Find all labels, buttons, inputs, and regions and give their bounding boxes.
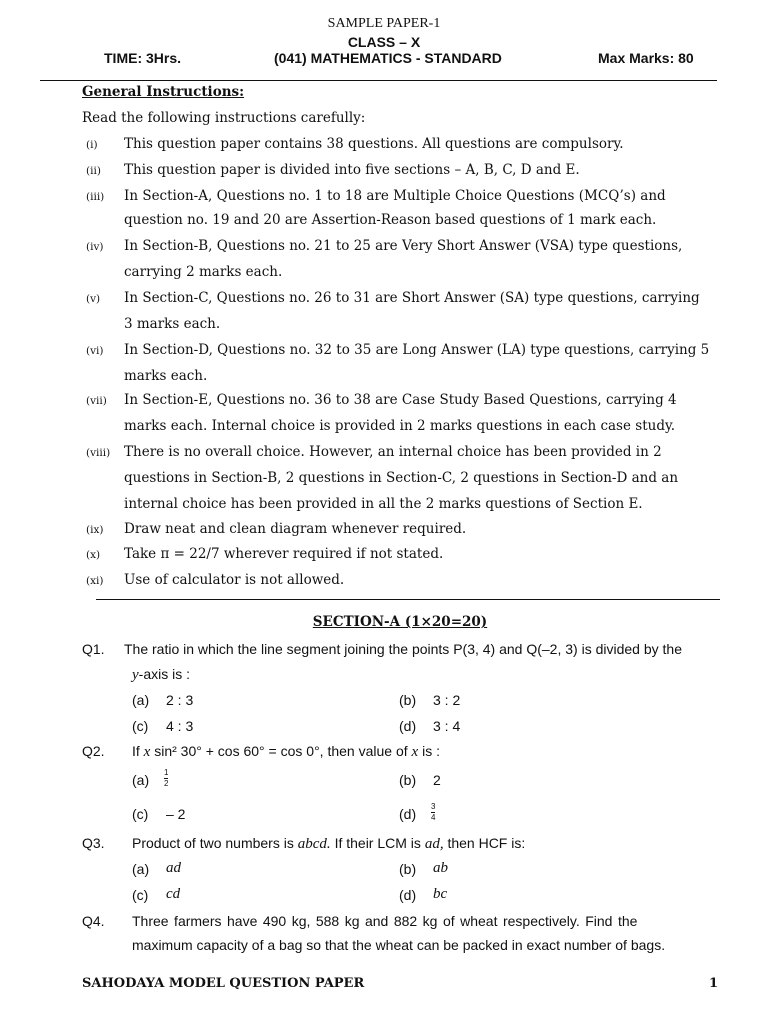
instruction-text: marks each. Internal choice is provided in 2 marks questions in each case study. [124,418,676,434]
option-a [164,769,168,788]
question-text: maximum capacity of a bag so that the wheat can be packed in exact number of bags. [132,937,666,953]
instruction-text: In Section-B, Questions no. 21 to 25 are Very Short Answer (VSA) type questions, [124,238,683,254]
instruction-text: Use of calculator is not allowed. [124,572,345,588]
section-divider [96,599,720,600]
option-label: (b) [399,692,417,708]
option-label: (b) [399,861,417,877]
instruction-text: internal choice has been provided in all the 2 marks questions of Section E. [124,496,643,512]
fraction: $\frac{1}{2}$ [164,768,169,788]
time-label: TIME: 3Hrs. [104,50,182,66]
instruction-text: Draw neat and clean diagram whenever required. [124,521,467,537]
option-label: (d) [399,718,417,734]
option-label: (a) [132,772,150,788]
instruction-text: In Section-A, Questions no. 1 to 18 are Multiple Choice Questions (MCQ’s) and [124,188,666,204]
header-divider [40,80,717,81]
option-b: ab [433,860,448,876]
question-text [132,666,190,684]
instruction-text: marks each. [124,368,208,384]
instruction-number: (x) [86,549,101,561]
question-number: Q4. [82,913,105,929]
section-a-title: SECTION-A (1×20=20) [312,614,488,630]
option-b: 2 [433,772,441,788]
option-d: 3 : 4 [433,718,461,734]
option-label: (c) [132,887,149,903]
page-number: 1 [709,976,719,991]
question-text: Three farmers have 490 kg, 588 kg and 882 kg of wheat respectively. Find the [132,913,638,929]
max-marks-label: Max Marks: 80 [598,50,694,66]
instruction-number: (ix) [86,524,104,536]
instruction-number: (ii) [86,165,101,177]
option-d: bc [433,886,448,902]
option-label: (a) [132,861,150,877]
instructions-heading: General Instructions: [82,84,245,100]
question-text-rest: -axis is : [138,666,191,682]
variable: ad, [424,836,444,852]
question-text [132,835,525,853]
instruction-number: (vii) [86,395,107,407]
instruction-number: (i) [86,139,98,151]
question-text-pre: If [132,743,140,759]
option-c: – 2 [166,806,186,822]
subject-label: (041) MATHEMATICS - STANDARD [274,50,502,66]
question-text-mid: If their LCM is [334,835,421,851]
option-a: 2 : 3 [166,692,194,708]
instruction-text: In Section-D, Questions no. 32 to 35 are Long Answer (LA) type questions, carrying 5 [124,342,710,358]
variable: x [411,744,419,760]
instruction-text: 3 marks each. [124,316,221,332]
instruction-number: (v) [86,293,101,305]
instruction-text: carrying 2 marks each. [124,264,283,280]
option-label: (c) [132,718,149,734]
instruction-text: questions in Section-B, 2 questions in Section-C, 2 questions in Section-D and an [124,470,679,486]
instruction-text: This question paper is divided into five sections – A, B, C, D and E. [124,162,580,178]
question-number: Q2. [82,743,105,759]
instruction-text: There is no overall choice. However, an internal choice has been provided in 2 [124,444,662,460]
instruction-text: Take π = 22/7 wherever required if not stated. [124,546,444,562]
question-text-post: is : [422,743,440,759]
variable: y [132,667,139,683]
footer-label: SAHODAYA MODEL QUESTION PAPER [82,976,365,991]
question-text: The ratio in which the line segment joining the points P(3, 4) and Q(–2, 3) is divided by the [124,641,682,657]
instruction-text: In Section-E, Questions no. 36 to 38 are Case Study Based Questions, carrying 4 [124,392,677,408]
option-label: (a) [132,692,150,708]
option-label: (d) [399,887,417,903]
paper-title: SAMPLE PAPER-1 [327,16,441,31]
instruction-number: (xi) [86,575,104,587]
instruction-text: In Section-C, Questions no. 26 to 31 are Short Answer (SA) type questions, carrying [124,290,700,306]
option-label: (c) [132,806,149,822]
instruction-number: (viii) [86,447,111,459]
question-text-pre: Product of two numbers is [132,835,294,851]
instruction-number: (vi) [86,345,104,357]
option-label: (d) [399,806,417,822]
instruction-text: question no. 19 and 20 are Assertion-Reason based questions of 1 mark each. [124,212,657,228]
instruction-number: (iv) [86,241,104,253]
option-b: 3 : 2 [433,692,461,708]
class-label: CLASS – X [347,34,421,50]
variable: x [143,744,151,760]
question-number: Q1. [82,641,105,657]
option-c: 4 : 3 [166,718,194,734]
question-number: Q3. [82,835,105,851]
option-c: cd [166,886,181,902]
option-label: (b) [399,772,417,788]
instruction-number: (iii) [86,191,105,203]
fraction: $\frac{3}{4}$ [431,802,436,822]
question-text [132,743,440,761]
option-d [431,803,435,822]
instructions-intro: Read the following instructions carefully: [82,110,366,126]
question-text-mid: sin² 30° + cos 60° = cos 0°, then value of [154,743,408,759]
option-a: ad [166,860,181,876]
variable: abcd. [297,836,331,852]
question-text-post: then HCF is: [447,835,526,851]
instruction-text: This question paper contains 38 questions. All questions are compulsory. [124,136,624,152]
